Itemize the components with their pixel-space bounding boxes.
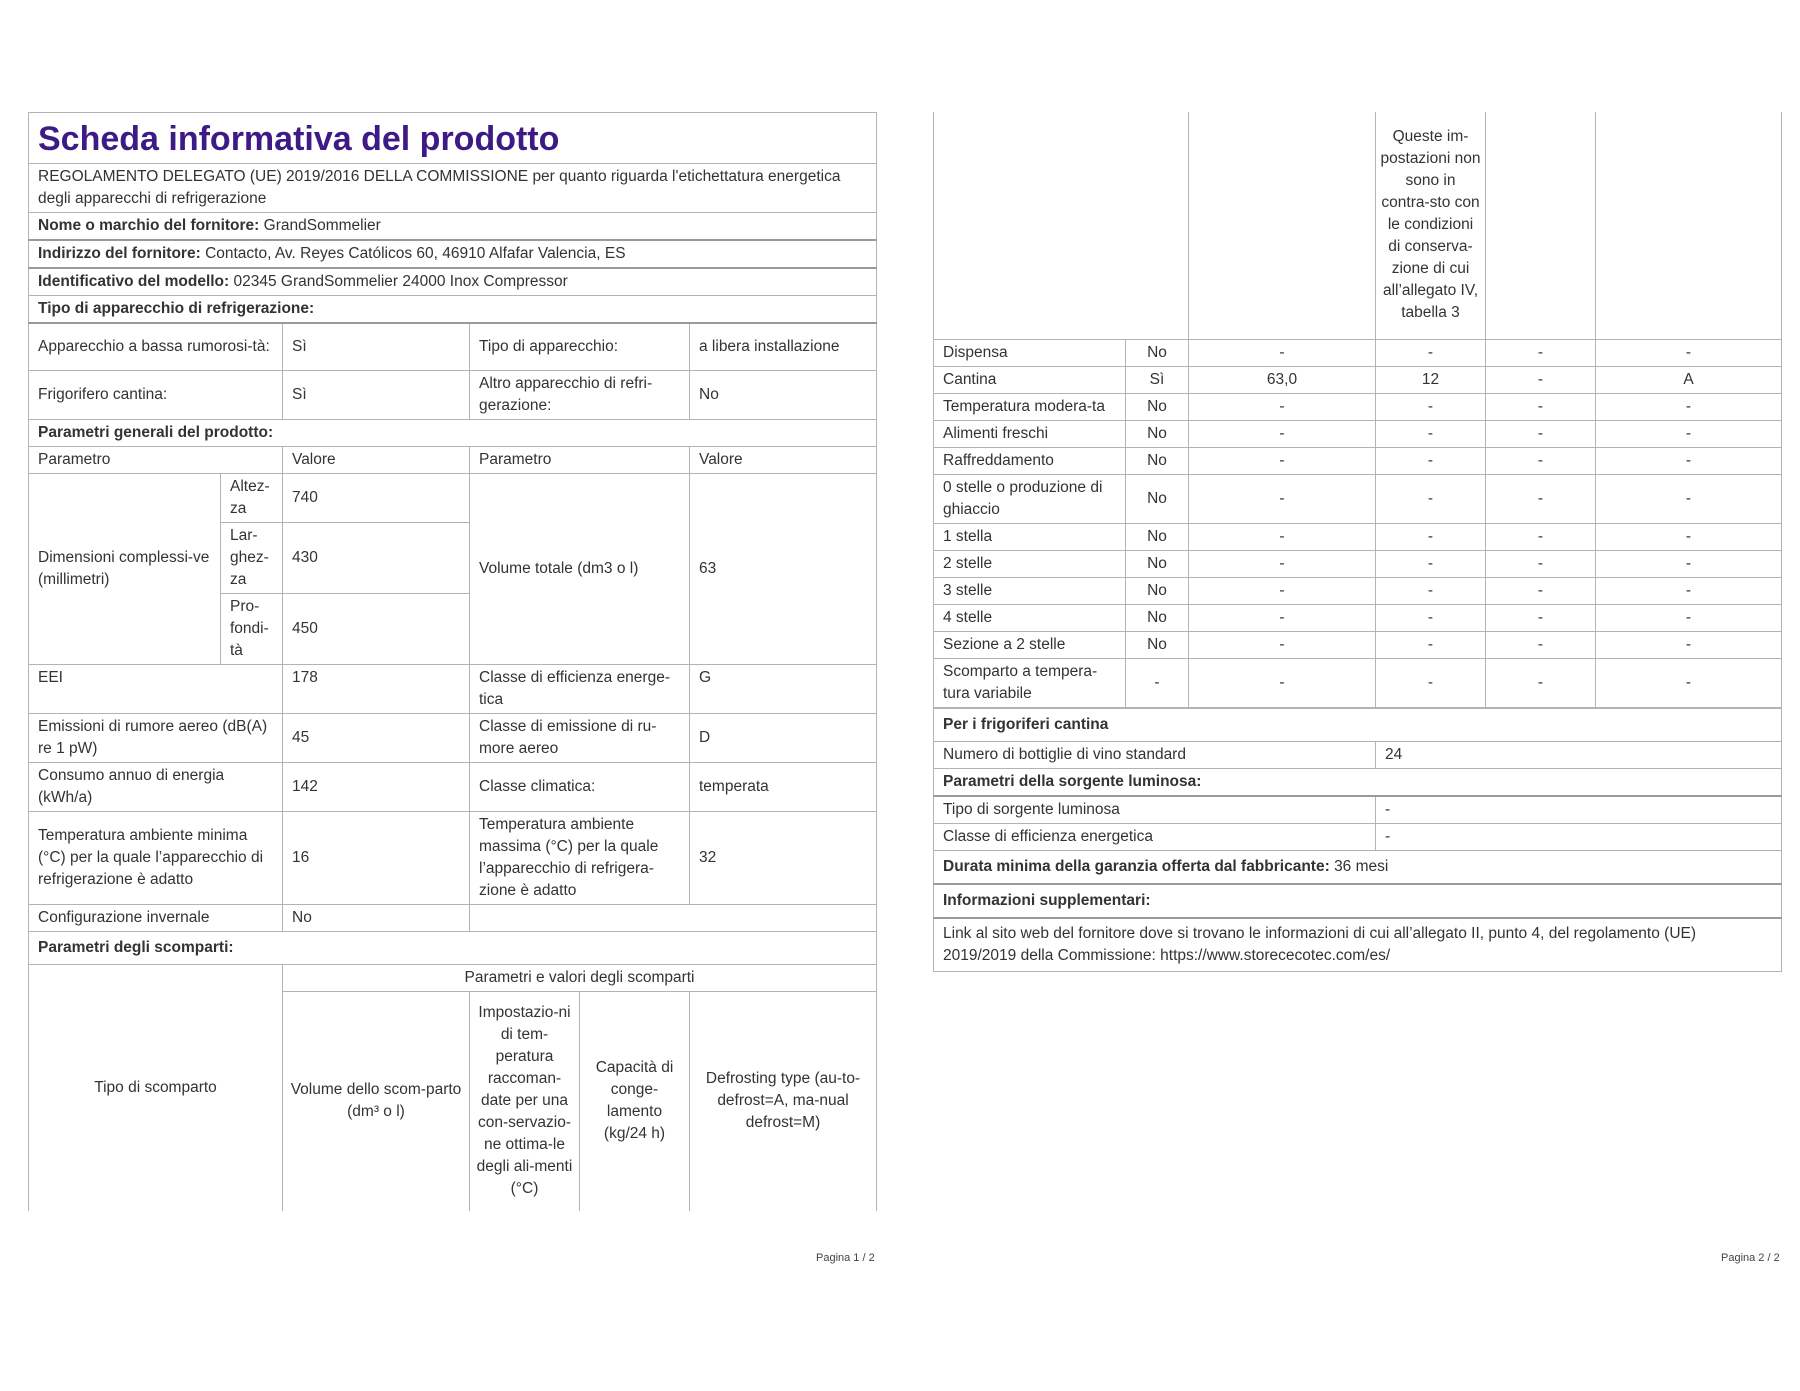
compartment-freeze: - [1486,339,1596,366]
supplier-label: Nome o marchio del fornitore: [38,217,260,234]
low-noise-value: Sì [283,323,470,370]
compartment-name: Scomparto a tempera-tura variabile [934,658,1126,707]
compartment-row [934,631,1782,658]
compartment-row [934,577,1782,604]
efficiency-class-label: Classe di efficienza energe-tica [470,664,690,713]
compartment-row [934,474,1782,523]
compartment-freeze: - [1486,474,1596,523]
compartment-present: No [1126,474,1189,523]
compartment-defrost: - [1596,393,1782,420]
supplier-website-link[interactable]: https://www.storececotec.com/es/ [1160,946,1391,964]
compartment-temp: - [1376,447,1486,474]
page-title: Scheda informativa del prodotto [29,113,877,164]
dimensions-label: Dimensioni complessi-ve (millimetri) [29,473,221,664]
wine-cooler-label: Frigorifero cantina: [29,370,283,419]
compartment-temp: - [1376,658,1486,707]
noise-class-label: Classe di emissione di ru-more aereo [470,713,690,762]
extra-info-table [933,708,1782,972]
comp-type-header: Tipo di scomparto [29,964,283,1211]
width-label: Lar-ghez-za [221,522,283,593]
compartment-defrost: - [1596,577,1782,604]
compartment-row [934,604,1782,631]
compartment-temp: - [1376,393,1486,420]
compartment-volume: - [1189,420,1376,447]
max-temp-label: Temperatura ambiente massima (°C) per la quale l’apparecchio di refrigera-zione è adatto [470,811,690,904]
compartment-volume: - [1189,447,1376,474]
compartment-present: No [1126,420,1189,447]
compartment-name: 1 stella [934,523,1126,550]
page-2 [933,112,1781,972]
compartments-table [933,112,1782,708]
compartment-freeze: - [1486,604,1596,631]
compartment-defrost: - [1596,658,1782,707]
min-temp-label: Temperatura ambiente minima (°C) per la quale l’apparecchio di refrigerazione è adatto [29,811,283,904]
compartment-volume: - [1189,523,1376,550]
compartment-freeze: - [1486,366,1596,393]
noise-label: Emissioni di rumore aereo (dB(A) re 1 pW) [29,713,283,762]
compartment-name: Temperatura modera-ta [934,393,1126,420]
model-row [29,268,877,296]
compartment-volume: - [1189,604,1376,631]
width-value: 430 [283,522,470,593]
comp-defrost-header: Defrosting type (au-to-defrost=A, ma-nual defrost=M) [690,991,877,1211]
address-label: Indirizzo del fornitore: [38,245,201,262]
other-appliance-label: Altro apparecchio di refri-gerazione: [470,370,690,419]
col-param-header: Parametro [470,446,690,473]
compartment-temp: - [1376,523,1486,550]
supplier-row [29,213,877,241]
compartment-temp: - [1376,550,1486,577]
min-temp-value: 16 [283,811,470,904]
height-value: 740 [283,473,470,522]
compartment-defrost: - [1596,447,1782,474]
compartment-name: Alimenti freschi [934,420,1126,447]
noise-class-value: D [690,713,877,762]
compartment-freeze: - [1486,550,1596,577]
page-1 [28,112,876,1211]
link-row [934,918,1782,972]
compartment-freeze: - [1486,523,1596,550]
link-text: Link al sito web del fornitore dove si trovano le informazioni di cui all’allegato II, punto 4, del regolamento (UE) 2019/2019 della Commissione: [943,924,1697,964]
depth-label: Pro-fondi-tà [221,593,283,664]
supplier-value: GrandSommelier [263,217,381,234]
compartment-temp: - [1376,577,1486,604]
col-value-header: Valore [283,446,470,473]
comp-group-header: Parametri e valori degli scomparti [283,964,877,991]
compartment-row [934,420,1782,447]
compartment-row [934,366,1782,393]
light-heading: Parametri della sorgente luminosa: [934,768,1782,796]
light-type-value: - [1376,796,1782,824]
general-params-heading: Parametri generali del prodotto: [29,419,877,446]
compartment-row [934,393,1782,420]
compartment-volume: - [1189,393,1376,420]
compartment-temp: - [1376,604,1486,631]
compartment-defrost: - [1596,339,1782,366]
compartment-freeze: - [1486,420,1596,447]
address-row [29,240,877,268]
compartment-defrost: - [1596,631,1782,658]
efficiency-class-value: G [690,664,877,713]
compartment-temp: - [1376,474,1486,523]
eei-value: 178 [283,664,470,713]
consumption-value: 142 [283,762,470,811]
light-class-label: Classe di efficienza energetica [934,823,1376,850]
compartment-name: Dispensa [934,339,1126,366]
compartment-freeze: - [1486,393,1596,420]
bottles-value: 24 [1376,741,1782,768]
compartment-present: No [1126,339,1189,366]
light-type-label: Tipo di sorgente luminosa [934,796,1376,824]
compartment-present: - [1126,658,1189,707]
compartment-name: Raffreddamento [934,447,1126,474]
model-value: 02345 GrandSommelier 24000 Inox Compressor [233,273,568,290]
compartment-temp: 12 [1376,366,1486,393]
volume-label: Volume totale (dm3 o l) [470,473,690,664]
consumption-label: Consumo annuo di energia (kWh/a) [29,762,283,811]
climate-class-value: temperata [690,762,877,811]
compartment-freeze: - [1486,631,1596,658]
eei-label: EEI [29,664,283,713]
comp-temp-header: Impostazio-ni di tem-peratura raccoman-date per una con-servazio-ne ottima-le degli ali-menti (°C) [470,991,580,1211]
compartment-defrost: - [1596,420,1782,447]
compartment-present: No [1126,523,1189,550]
winter-config-label: Configurazione invernale [29,904,283,931]
compartment-present: No [1126,550,1189,577]
compartment-row [934,523,1782,550]
compartment-defrost: - [1596,523,1782,550]
compartment-name: 0 stelle o produzione di ghiaccio [934,474,1126,523]
page-number-2: Pagina 2 / 2 [1721,1252,1780,1264]
comp-freeze-header: Capacità di conge-lamento (kg/24 h) [580,991,690,1211]
type-heading: Tipo di apparecchio di refrigerazione: [29,296,877,324]
compartment-present: No [1126,577,1189,604]
compartment-volume: - [1189,577,1376,604]
depth-value: 450 [283,593,470,664]
light-class-value: - [1376,823,1782,850]
compartments-heading: Parametri degli scomparti: [29,931,877,964]
compartment-present: No [1126,393,1189,420]
compartment-temp: - [1376,420,1486,447]
compartment-row [934,447,1782,474]
compartment-row [934,658,1782,707]
warranty-label: Durata minima della garanzia offerta dal fabbricante: [943,857,1330,875]
page-number-1: Pagina 1 / 2 [816,1252,875,1264]
bottles-label: Numero di bottiglie di vino standard [934,741,1376,768]
height-label: Altez-za [221,473,283,522]
col-value-header: Valore [690,446,877,473]
compartment-present: Sì [1126,366,1189,393]
noise-value: 45 [283,713,470,762]
comp-volume-header: Volume dello scom-parto (dm³ o l) [283,991,470,1211]
warranty-row [934,850,1782,884]
compartment-defrost: - [1596,474,1782,523]
compartment-name: Cantina [934,366,1126,393]
max-temp-value: 32 [690,811,877,904]
compartment-present: No [1126,631,1189,658]
compartment-temp: - [1376,631,1486,658]
compartment-volume: - [1189,339,1376,366]
compartment-volume: - [1189,550,1376,577]
compartment-volume: - [1189,658,1376,707]
climate-class-label: Classe climatica: [470,762,690,811]
compartment-name: 4 stelle [934,604,1126,631]
model-label: Identificativo del modello: [38,273,230,290]
compartment-defrost: - [1596,550,1782,577]
compartment-temp: - [1376,339,1486,366]
app-type-value: a libera installazione [690,323,877,370]
compartment-volume: - [1189,474,1376,523]
temp-settings-note: Queste im-postazioni non sono in contra-sto con le condizioni di conserva-zione di cui all’allegato IV, tabella 3 [1376,112,1486,339]
winter-config-value: No [283,904,470,931]
extra-heading: Informazioni supplementari: [934,884,1782,918]
compartment-name: Sezione a 2 stelle [934,631,1126,658]
compartment-defrost: - [1596,604,1782,631]
compartment-name: 3 stelle [934,577,1126,604]
compartment-present: No [1126,447,1189,474]
wine-cooler-value: Sì [283,370,470,419]
compartment-freeze: - [1486,577,1596,604]
compartment-volume: 63,0 [1189,366,1376,393]
col-param-header: Parametro [29,446,283,473]
regulation-text: REGOLAMENTO DELEGATO (UE) 2019/2016 DELLA COMMISSIONE per quanto riguarda l'etichettatura energetica degli apparecchi di refrigerazione [29,164,877,213]
compartment-name: 2 stelle [934,550,1126,577]
compartment-freeze: - [1486,658,1596,707]
compartment-freeze: - [1486,447,1596,474]
warranty-value: 36 mesi [1334,857,1389,875]
compartment-row [934,339,1782,366]
compartment-row [934,550,1782,577]
compartment-defrost: A [1596,366,1782,393]
other-appliance-value: No [690,370,877,419]
product-info-table [28,112,877,1211]
compartment-volume: - [1189,631,1376,658]
address-value: Contacto, Av. Reyes Católicos 60, 46910 Alfafar Valencia, ES [205,245,626,262]
wine-heading: Per i frigoriferi cantina [934,708,1782,741]
app-type-label: Tipo di apparecchio: [470,323,690,370]
compartment-present: No [1126,604,1189,631]
low-noise-label: Apparecchio a bassa rumorosi-tà: [29,323,283,370]
volume-value: 63 [690,473,877,664]
